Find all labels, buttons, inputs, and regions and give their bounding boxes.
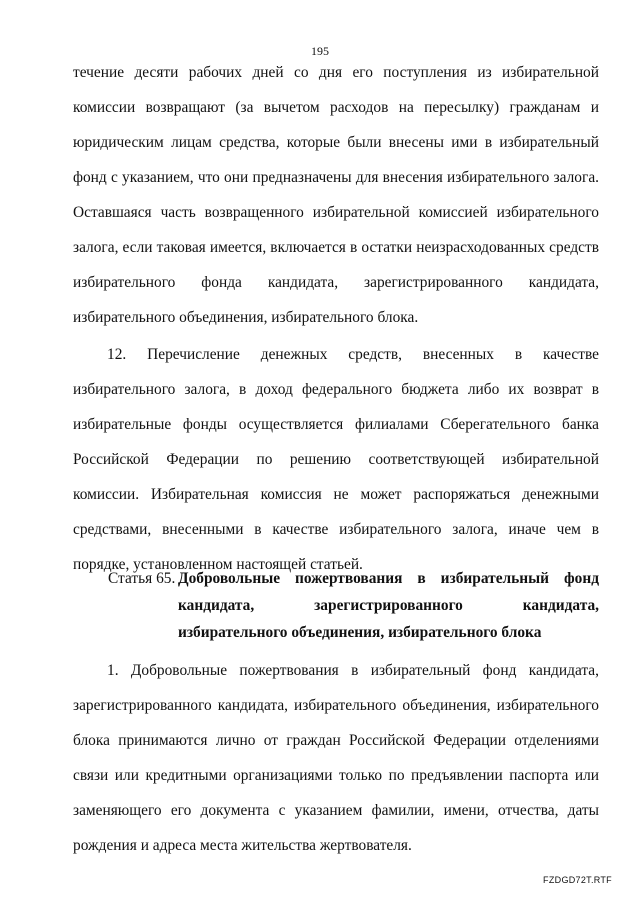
paragraph-item-12: 12. Перечисление денежных средств, внесенных в качестве избирательного залога, в доход федерального бюджета либо их возврат в избирательные фонды осуществляется филиалами Сберегательного банка Российской Федерации по решению соответствующей избирательной комиссии. Избирательная комиссия не может распоряжаться денежными средствами, внесенными в качестве избирательного залога, иначе чем в порядке, установленном настоящей статьей. (73, 346, 599, 573)
footer-file-code: FZDGD72T.RTF (543, 875, 612, 885)
paragraph-continued: течение десяти рабочих дней со дня его поступления из избирательной комиссии возвращают (за вычетом расходов на пересылку) гражданам и юридическим лицам средства, которые были внесены ими в избирательный фонд с указанием, что они предназначены для внесения избирательного залога. Оставшаяся часть возвращенного избирательной комиссией избирательного залога, если таковая имеется, включается в остатки неизрасходованных средств избирательного фонда кандидата, зарегистрированного кандидата, избирательного объединения, избирательного блока. (73, 64, 599, 326)
page-number: 195 (311, 44, 329, 58)
article-label: Статья 65. (108, 570, 176, 587)
article-title: Добровольные пожертвования в избирательный фонд кандидата, зарегистрированного кандидата, избирательного объединения, избирательного блока (178, 570, 599, 641)
paragraph-article-item-1: 1. Добровольные пожертвования в избирательный фонд кандидата, зарегистрированного кандидата, избирательного объединения, избирательного блока принимаются лично от граждан Российской Федерации отделениями связи или кредитными организациями только по предъявлении паспорта или заменяющего его документа с указанием фамилии, имени, отчества, даты рождения и адреса места жительства жертвователя. (73, 662, 599, 854)
